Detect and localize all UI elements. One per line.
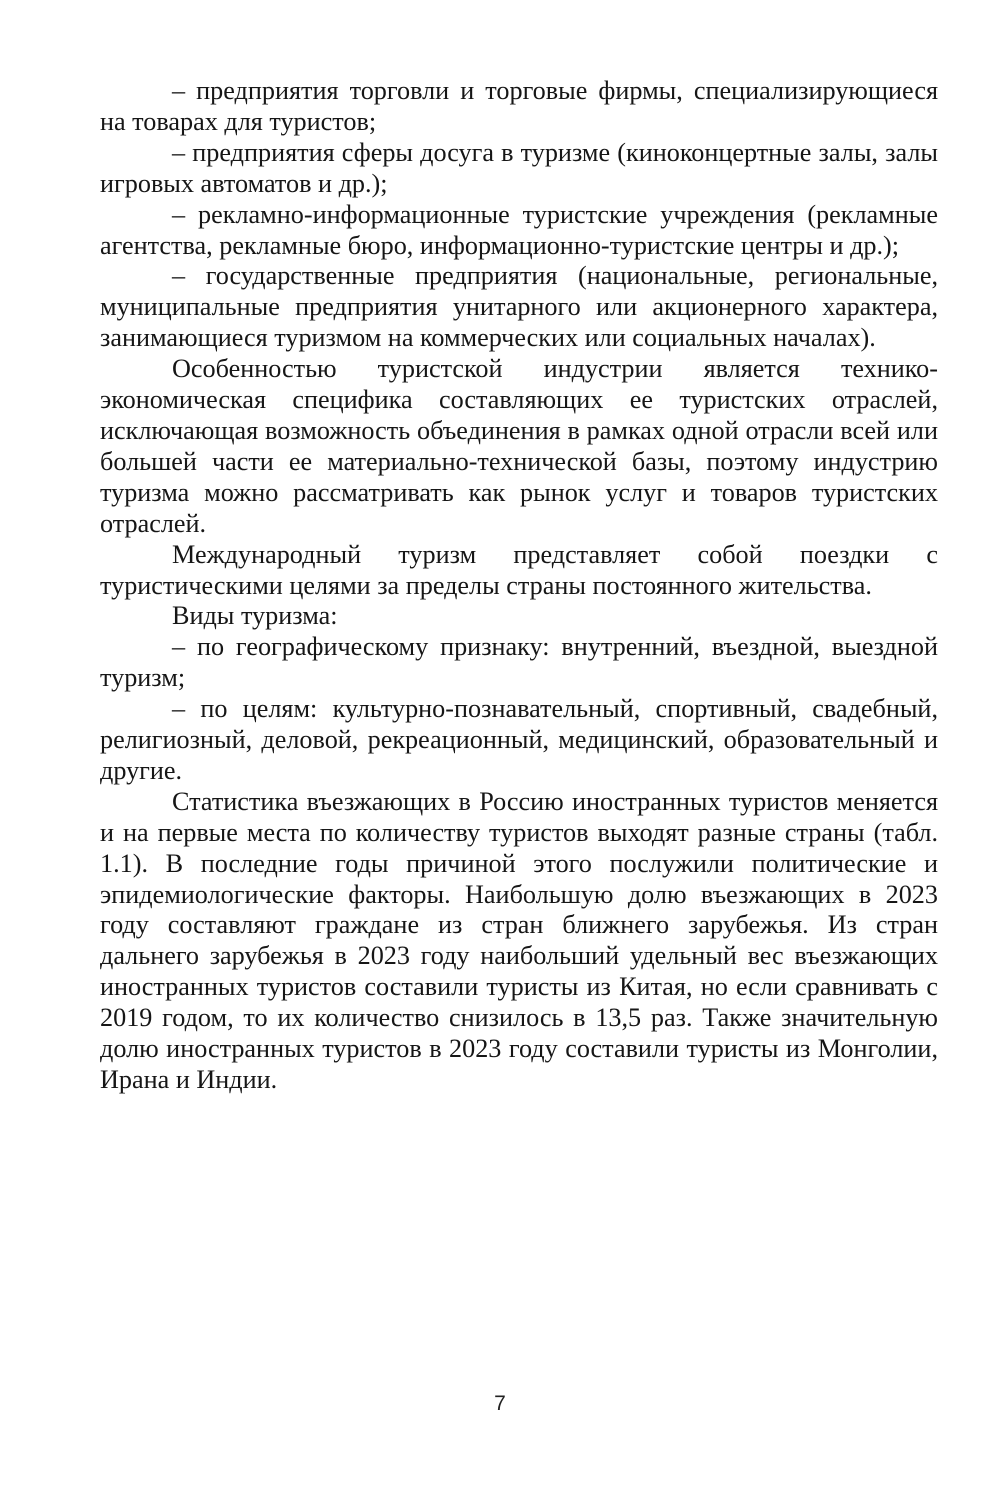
paragraph-geographic-types: – по географическому признаку: внутренний, въездной, выездной туризм; [100,632,938,693]
paragraph-purpose-types: – по целям: культурно-познавательный, спортивный, свадебный, религиозный, деловой, рекреационный, медицинский, образовательный и другие. [100,694,938,785]
paragraph-international-tourism: Международный туризм представляет собой поездки с туристическими целями за пределы страны постоянного жительства. [100,539,938,600]
paragraph-state-enterprises: – государственные предприятия (национальные, региональные, муниципальные предприятия унитарного или акционерного характера, занимающиеся туризмом на коммерческих или социальных началах). [100,261,938,353]
paragraph-tourism-types-heading: Виды туризма: [172,601,338,631]
paragraph-leisure-enterprises: – предприятия сферы досуга в туризме (киноконцертные залы, залы игровых автоматов и др.); [100,137,938,198]
paragraph-statistics: Статистика въезжающих в Россию иностранных туристов меняется и на первые места по количеству туристов выходят разные страны (табл. 1.1). В последние годы причиной этого послужили политические и эпидемиологические факторы. Наибольшую долю въезжающих в 2023 году составляют граждане из стран ближнего зарубежья. Из стран дальнего зарубежья в 2023 году наибольший удельный вес въезжающих иностранных туристов составили туристы из Китая, но если сравнивать с 2019 годом, то их количество снизилось в 13,5 раз. Также значительную долю иностранных туристов в 2023 году составили туристы из Монголии, Ирана и Индии. [100,786,938,1094]
body-text [100,76,938,1096]
paragraph-trade-enterprises: – предприятия торговли и торговые фирмы, специализирующиеся на товарах для туристов; [100,76,938,136]
paragraph-industry-specifics: Особенностью туристской индустрии является технико-экономическая специфика составляющих ее туристских отраслей, исключающая возможность объединения в рамках одной отрасли всей или большей части ее материально-технической базы, поэтому индустрию туризма можно рассматривать как рынок услуг и товаров туристских отраслей. [100,354,938,538]
paragraph-advertising-institutions: – рекламно-информационные туристские учреждения (рекламные агентства, рекламные бюро, информационно-туристские центры и др.); [100,199,938,260]
page-number: 7 [494,1392,506,1415]
